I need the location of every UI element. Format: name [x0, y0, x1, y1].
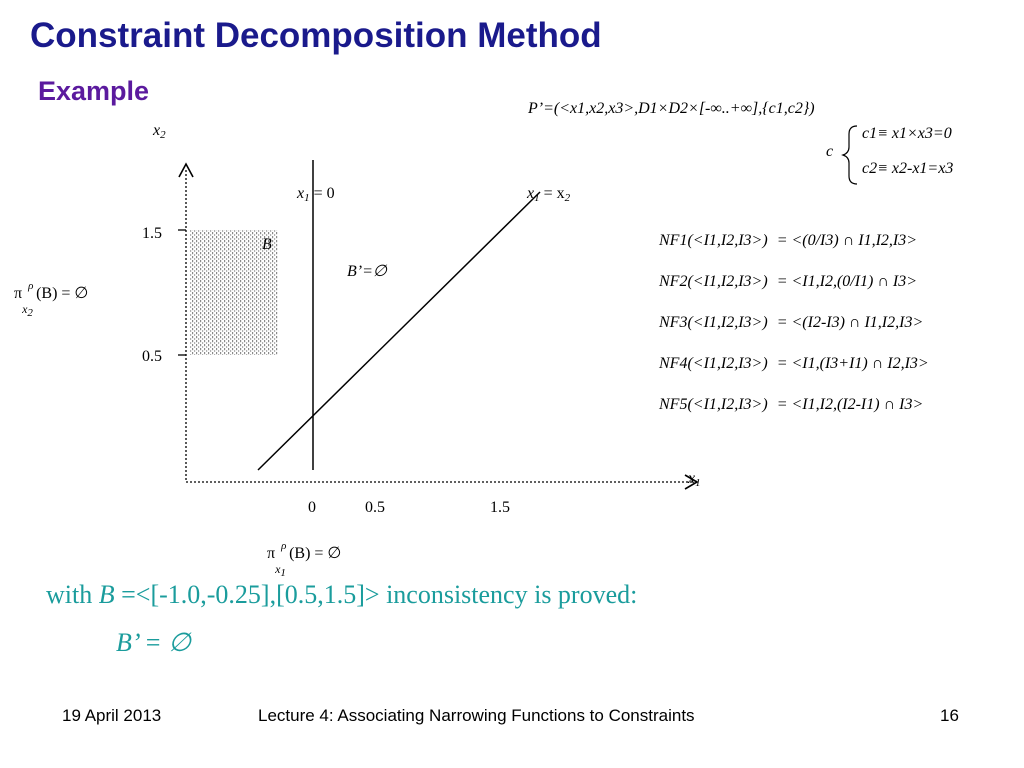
- proj-x2-rho: ρ: [28, 280, 34, 292]
- nf-rhs: = <I1,(I3+I1) ∩ I2,I3>: [776, 355, 929, 372]
- nf-row-2: [659, 273, 917, 291]
- proj-x1-rho: ρ: [281, 540, 287, 552]
- nf-lhs: NF5(<I1,I2,I3>): [659, 396, 768, 413]
- problem-definition: P’=(<x1,x2,x3>,D1×D2×[-∞..+∞],{c1,c2}): [528, 100, 815, 117]
- b-prime-empty-label: B’=∅: [347, 263, 387, 280]
- slide-title: Constraint Decomposition Method: [30, 16, 602, 55]
- nf-lhs: NF2(<I1,I2,I3>): [659, 273, 768, 290]
- constraint-c1: c1≡ x1×x3=0: [862, 125, 952, 142]
- y-tick-label-0-5: 0.5: [142, 348, 162, 365]
- projection-x2: [14, 280, 89, 319]
- footer-page-number: 16: [940, 706, 959, 725]
- y-axis-label: [153, 122, 166, 140]
- conclusion-line-1: [46, 580, 637, 610]
- nf-lhs: NF1(<I1,I2,I3>): [659, 232, 768, 249]
- conclusion-line-2: B’ = ∅: [116, 628, 191, 657]
- x-axis-label-var: x: [688, 470, 696, 487]
- nf-rhs: = <(I2-I3) ∩ I1,I2,I3>: [776, 314, 924, 331]
- nf-rhs: = <I1,I2,(0/I1) ∩ I3>: [776, 273, 918, 290]
- diag-label-var: x: [527, 185, 535, 202]
- constraint-set-label: c: [826, 143, 834, 160]
- diag-label: [527, 185, 570, 203]
- conclusion-rest: =<[-1.0,-0.25],[0.5,1.5]> inconsistency is proved:: [114, 580, 638, 609]
- x-tick-label-1-5: 1.5: [490, 499, 510, 516]
- x-tick-label-0-5: 0.5: [365, 499, 385, 516]
- x-axis-label-sub: 1: [695, 477, 701, 489]
- y-axis-label-var: x: [153, 122, 161, 139]
- vline-label-var: x: [297, 185, 305, 202]
- proj-x1-sub: $x_1$: [275, 562, 286, 579]
- vline-label: [297, 185, 335, 203]
- proj-x2-sub: $x_2$: [22, 302, 33, 319]
- y-axis-label-sub: 2: [160, 129, 166, 141]
- conclusion-prefix: with: [46, 580, 99, 609]
- x-axis-label: [688, 470, 701, 488]
- projection-x1: [267, 540, 342, 579]
- vline-label-rest: = 0: [309, 185, 335, 202]
- diag-label-sub2: 2: [564, 192, 571, 204]
- vline-label-sub: 1: [304, 192, 310, 204]
- nf-rhs: = <(0/I3) ∩ I1,I2,I3>: [776, 232, 918, 249]
- x-tick-label-0: 0: [308, 499, 316, 516]
- diag-label-rest: = x: [539, 185, 565, 202]
- nf-row-5: [659, 396, 923, 414]
- footer-title: Lecture 4: Associating Narrowing Functions to Constraints: [258, 706, 695, 725]
- nf-lhs: NF4(<I1,I2,I3>): [659, 355, 768, 372]
- constraint-c2: c2≡ x2-x1=x3: [862, 160, 954, 177]
- diag-label-sub: 1: [534, 192, 540, 204]
- proj-x2-pi: π: [14, 285, 23, 302]
- nf-row-3: [659, 314, 923, 332]
- nf-row-1: [659, 232, 917, 250]
- proj-x1-pi: π: [267, 545, 276, 562]
- line-x1-eq-x2: [258, 192, 540, 470]
- nf-row-4: [659, 355, 929, 373]
- y-tick-label-1-5: 1.5: [142, 225, 162, 242]
- slide-subtitle: Example: [38, 76, 150, 106]
- nf-lhs: NF3(<I1,I2,I3>): [659, 314, 768, 331]
- nf-rhs: = <I1,I2,(I2-I1) ∩ I3>: [776, 396, 924, 413]
- proj-x2-rest: (B) = ∅: [36, 285, 89, 302]
- conclusion-var: B: [98, 580, 115, 609]
- footer-date: 19 April 2013: [62, 706, 162, 725]
- box-b-label: B: [262, 236, 272, 253]
- proj-x1-rest: (B) = ∅: [289, 545, 342, 562]
